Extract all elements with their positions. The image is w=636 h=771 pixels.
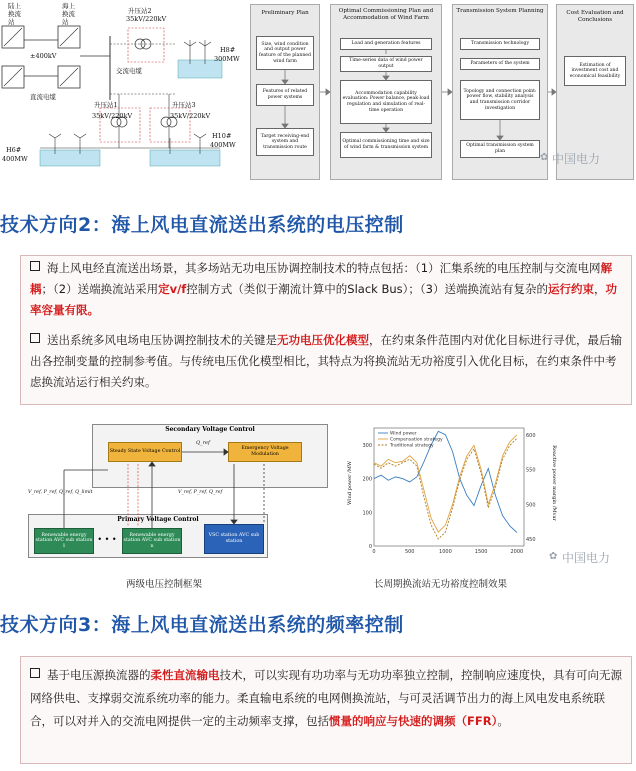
y-left-tick-label: 0 [368, 544, 372, 550]
legend-label: Wind power [390, 431, 417, 437]
y-right-tick-label: 550 [526, 467, 536, 474]
flow-col3-item-1: Transmission technology [460, 38, 540, 50]
legend-label: Compensation strategy [390, 437, 443, 443]
watermark-mid-icon: ✿ [549, 551, 558, 562]
s3p1-text-c: 。 [497, 714, 509, 728]
land-station-label: 陆上换流站 [8, 2, 21, 26]
chart-caption: 长周期换流站无功裕度控制效果 [374, 579, 508, 590]
flow-col3-item-2: Parameters of the system [460, 58, 540, 70]
dots-separator: • • • [97, 535, 117, 545]
flow-col1-item-3: Target receiving-end system and transmission route [256, 128, 314, 156]
flow-col1-item-1: Size, wind condition and output power feature of the planned wind farm [256, 36, 314, 70]
section2-paragraph-2 [30, 330, 626, 393]
legend-label: Traditional strategy [390, 443, 434, 449]
y-right-tick-label: 450 [526, 537, 536, 544]
chart-ylabel-right: Reactive power margin /Mvar [550, 445, 557, 521]
flow-col4-item-1: Estimation of investment cost and economical feasibility [564, 56, 626, 86]
circuit-diagram [0, 0, 240, 182]
watermark-top: 中国电力 [552, 152, 601, 166]
ac-cable-label: 交流电缆 [116, 67, 142, 75]
flow-col2-title: Optimal Commissioning Plan and Accommodation of Wind Farm [338, 8, 434, 21]
boost1-label: 升压站1 [94, 101, 118, 109]
y-left-tick-label: 200 [362, 476, 372, 483]
re-station-node-1: Renewable energy station AVC sub station 1 [34, 528, 94, 554]
farm-h10-label: H10# [212, 132, 232, 140]
watermark-top-icon: ✿ [540, 152, 549, 163]
flow-col2-item-3: Accommodation capability evaluation: Power balance, peak-load regulation and simulation of real-time operation [340, 80, 432, 124]
vsc-station-node: VSC station AVC sub station [204, 524, 264, 554]
chart-ylabel-left: Wind power /MW [347, 460, 354, 506]
s2p2-text-a: 送出系统多风电场电压协调控制技术的关键是 [47, 333, 277, 347]
flow-col3-item-4: Optimal transmission system plan [460, 140, 540, 158]
boost2-label: 升压站2 [128, 7, 152, 15]
primary-control-title: Primary Voltage Control [117, 516, 199, 524]
left-signal-label: V_ref, P_ref, Q_ref, Q_limit [28, 490, 93, 495]
boost3-label: 升压站3 [172, 101, 196, 109]
bullet-square-icon [30, 261, 40, 271]
diagram-caption: 两级电压控制框架 [126, 579, 203, 590]
y-left-tick-label: 100 [362, 510, 372, 517]
re-station-node-n: Renewable energy station AVC sub station n [122, 528, 182, 554]
right-signal-label: V_ref, P_ref, Q_ref [178, 490, 223, 495]
farm-h6-label: H6# [6, 146, 22, 154]
s3p1-highlight-2: 惯量的响应与快速的调频（FFR） [329, 714, 498, 728]
s3p1-text-a: 基于电压源换流器的 [47, 668, 151, 682]
y-left-tick-label: 300 [362, 442, 372, 449]
flow-col2-item-4: Optimal commissioning time and size of wind farm & transmission system [340, 132, 432, 158]
margin-chart [347, 422, 557, 572]
s2p2-highlight-1: 无功电压优化模型 [277, 333, 369, 347]
flow-col3-title: Transmission System Planning [456, 8, 544, 14]
flow-col2-item-1: Load and generation features [340, 38, 432, 50]
farm-h8-mw: 300MW [214, 55, 240, 63]
section3-paragraph-1 [30, 664, 626, 733]
s2p1-highlight-2: 定v/f [158, 282, 187, 296]
x-tick-label: 1000 [439, 549, 452, 555]
secondary-control-title: Secondary Voltage Control [165, 426, 255, 434]
ssvc-box: Steady State Voltage Control [108, 442, 182, 462]
s2p1-text-a: 海上风电经直流送出场景，其多场站无功电压协调控制技术的特点包括：（1）汇集系统的电压控制与交流电网 [47, 261, 601, 275]
bullet-square-icon [30, 333, 40, 343]
section2-title: 技术方向2：海上风电直流送出系统的电压控制 [0, 214, 404, 236]
flow-col1-item-2: Features of related power systems [256, 84, 314, 106]
s2p1-highlight-3: 运行约束 [547, 282, 594, 296]
s2p1-text-c: 控制方式（类似于潮流计算中的Slack Bus）；（3）送端换流站有复杂的 [186, 282, 548, 296]
boost1-voltage: 35kV/220kV [92, 112, 133, 120]
control-diagram-arrows [28, 420, 328, 570]
dc-voltage-label: ±400kV [30, 52, 57, 60]
x-tick-label: 0 [372, 549, 376, 555]
s2p1-text-b: ；（2）送端换流站采用 [41, 282, 159, 296]
s3p1-text-b: 技术，可以实现有功功率与无功功率独立控制，控制响应速度快，具有可向无源网络供电、支撑弱交流系统功率的能力。柔直输电系统的电网侧换流站，与可灵活调节出力的海上风电发电系统联合，可以对并入的交流电网提供一定的主动频率支撑，包括 [30, 668, 622, 728]
flow-col2-item-2: Time-series data of wind power output [340, 56, 432, 72]
flow-col1-title: Preliminary Plan [261, 10, 309, 16]
section3-title: 技术方向3：海上风电直流送出系统的频率控制 [0, 614, 404, 636]
planning-flowchart [246, 0, 636, 182]
dc-cable-label: 直流电缆 [30, 93, 56, 101]
bullet-square-icon [30, 668, 40, 678]
x-tick-label: 500 [404, 549, 415, 555]
margin-chart-svg [350, 422, 550, 572]
boost3-voltage: 35kV/220kV [170, 112, 211, 120]
s2p1-highlight-4: 功率容量有限。 [30, 282, 617, 317]
s2p1-text-d: ， [593, 282, 606, 296]
flow-col3-item-3: Topology and connection point: power flow, stability analysis and transmission corridor investigation [460, 80, 540, 120]
circuit-svg [0, 0, 240, 182]
y-right-tick-label: 500 [526, 502, 536, 509]
farm-h6-mw: 400MW [2, 155, 28, 163]
farm-h8-label: H8# [220, 46, 236, 54]
s2p1-highlight-1: 解耦 [30, 261, 613, 296]
section2-paragraph-1 [30, 258, 626, 321]
q-ref-label: Q_ref [196, 440, 210, 446]
y-right-tick-label: 600 [526, 432, 536, 439]
s3p1-highlight-1: 柔性直流输电 [150, 668, 220, 682]
offshore-station-label: 海上换流站 [62, 2, 75, 26]
flow-col4-title: Cost Evaluation and Conclusions [566, 10, 624, 23]
evm-box: Emergency Voltage Modulation [228, 442, 302, 462]
s2p2-text-b: ，在约束条件范围内对优化目标进行寻优，最后输出各控制变量的控制参考值。与传统电压优化模型相比，其特点为将换流站无功裕度引入优化目标，在约束条件中考虑换流站运行相关约束。 [30, 333, 622, 389]
farm-h10-mw: 400MW [210, 141, 236, 149]
watermark-mid: 中国电力 [562, 551, 611, 565]
x-tick-label: 2000 [510, 549, 524, 555]
boost2-voltage: 35kV/220kV [126, 15, 167, 23]
x-tick-label: 1500 [474, 549, 488, 555]
voltage-control-diagram [28, 420, 328, 570]
